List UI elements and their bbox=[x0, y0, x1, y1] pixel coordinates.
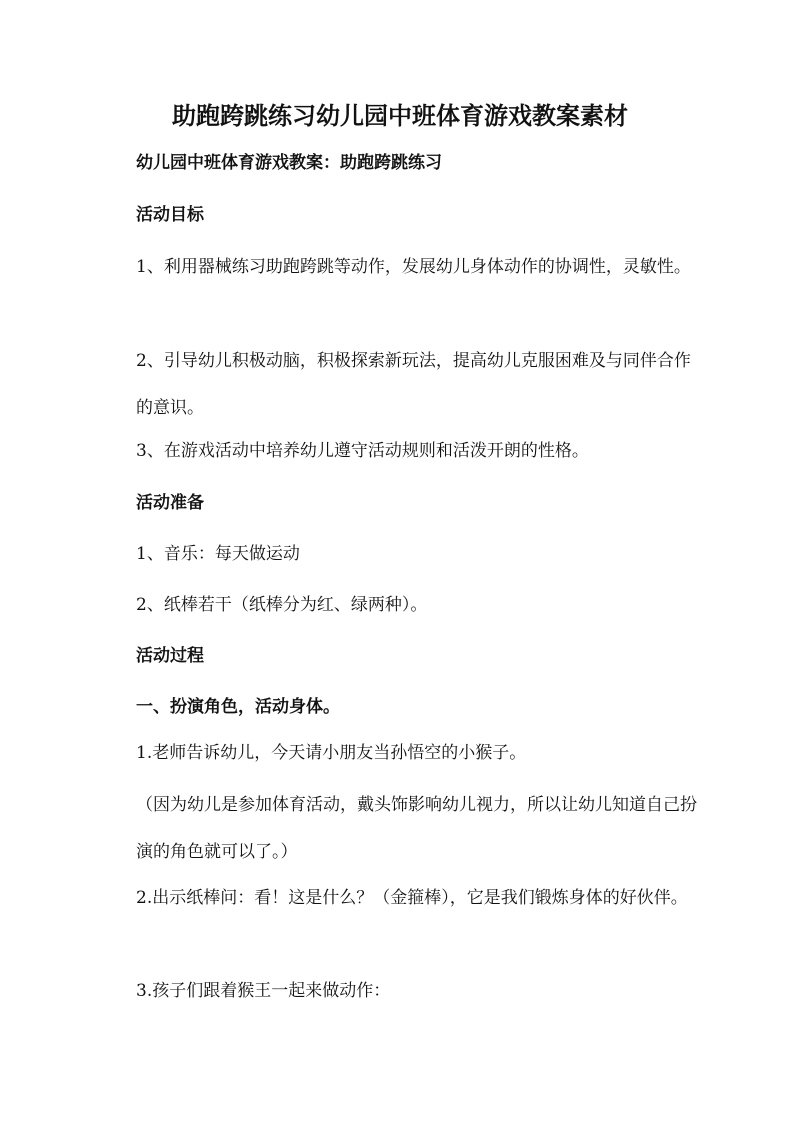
prep-item-2: 2、纸棒若干（纸棒分为红、绿两种）。 bbox=[136, 595, 428, 615]
goal-item-3: 3、在游戏活动中培养幼儿遵守活动规则和活泼开朗的性格。 bbox=[136, 441, 589, 461]
document-title: 助跑跨跳练习幼儿园中班体育游戏教案素材 bbox=[172, 102, 628, 130]
document-subtitle: 幼儿园中班体育游戏教案：助跑跨跳练习 bbox=[136, 153, 442, 173]
goal-item-2: 2、引导幼儿积极动脑，积极探索新玩法，提高幼儿克服困难及与同伴合作的意识。 bbox=[136, 351, 691, 418]
process-item-2: 2.出示纸棒问：看！这是什么？（金箍棒），它是我们锻炼身体的好伙伴。 bbox=[136, 888, 688, 908]
prep-item-1: 1、音乐：每天做运动 bbox=[136, 544, 300, 564]
process-subheading: 一、扮演角色，活动身体。 bbox=[136, 697, 340, 717]
section-heading-prep: 活动准备 bbox=[136, 493, 204, 513]
section-heading-goals: 活动目标 bbox=[136, 205, 204, 225]
goal-item-1: 1、利用器械练习助跑跨跳等动作，发展幼儿身体动作的协调性，灵敏性。 bbox=[136, 257, 691, 277]
process-item-1: 1.老师告诉幼儿，今天请小朋友当孙悟空的小猴子。 bbox=[136, 743, 527, 763]
section-heading-process: 活动过程 bbox=[136, 646, 204, 666]
process-item-3: 3.孩子们跟着猴王一起来做动作： bbox=[136, 981, 391, 1001]
process-note: （因为幼儿是参加体育活动，戴头饰影响幼儿视力，所以让幼儿知道自己扮演的角色就可以了。） bbox=[136, 795, 697, 862]
